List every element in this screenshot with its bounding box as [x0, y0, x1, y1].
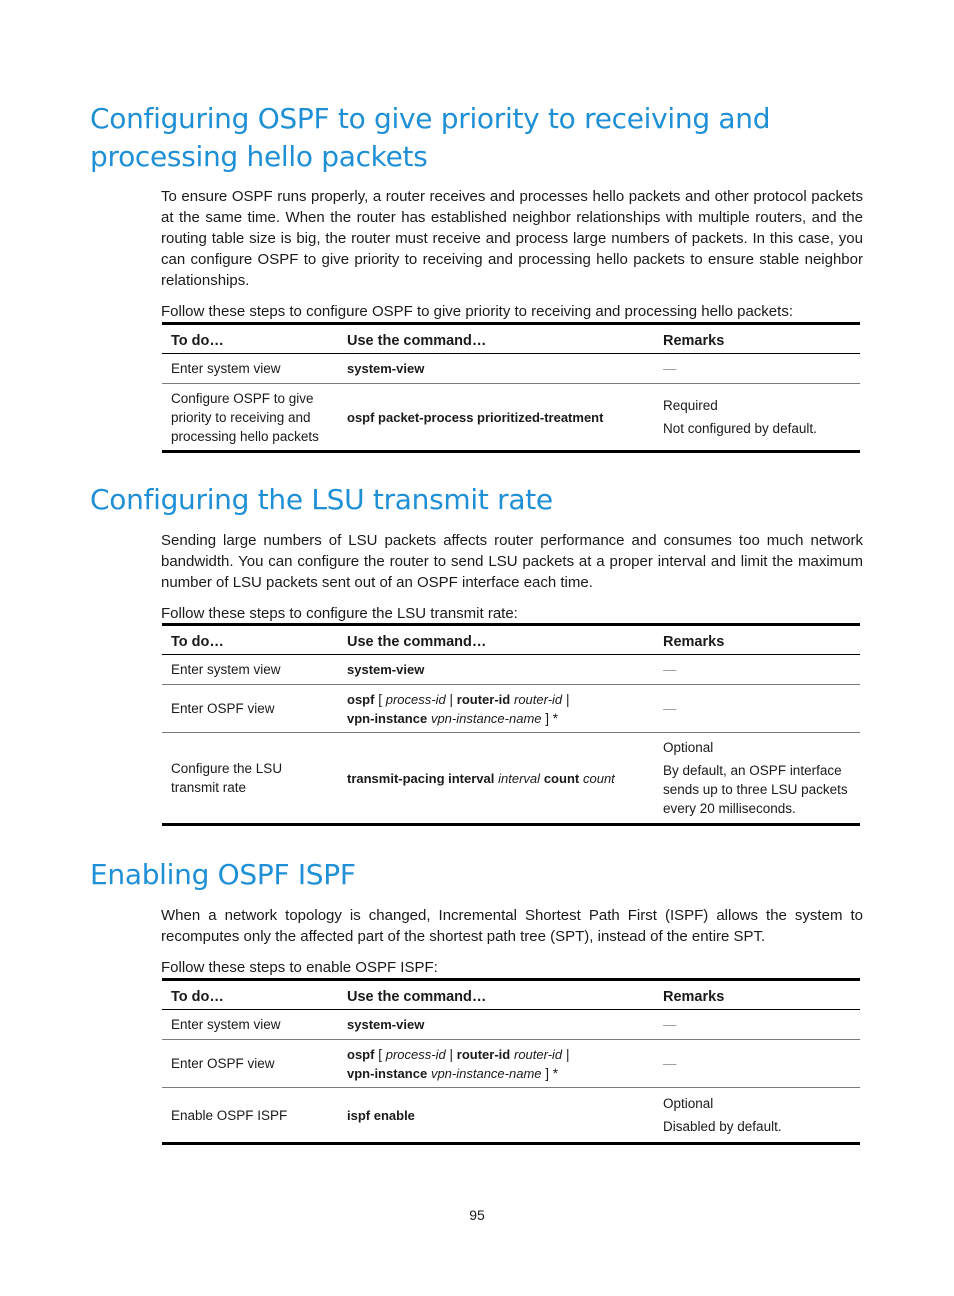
cmd-argument: process-id — [385, 691, 446, 707]
column-header-remarks: Remarks — [654, 980, 860, 1010]
todo-cell: Configure the LSU transmit rate — [162, 733, 338, 825]
section-body-hello-priority: To ensure OSPF runs properly, a router receives and processes hello packets and other protocol packets at the same time. When the router has established neighbor relationships with multiple routers, and the routing table size is big, the router must receive and process large numbers of packets. In this case, you can configure OSPF to give priority to receiving and processing hello packets to ensure stable neighbor relationships. — [161, 188, 863, 289]
remark-default: Disabled by default. — [663, 1119, 782, 1134]
remark-optional: Optional — [663, 1096, 714, 1111]
cmd-bracket: [ — [378, 691, 382, 707]
command-cell: system-view — [338, 1010, 654, 1040]
todo-cell: Enter system view — [162, 354, 338, 384]
steps-table-ispf — [162, 978, 860, 1145]
todo-cell: Configure OSPF to give priority to receiving and processing hello packets — [162, 384, 338, 452]
table-row — [162, 655, 860, 685]
section-body-ispf: When a network topology is changed, Incremental Shortest Path First (ISPF) allows the system to recomputes only the affected part of the shortest path tree (SPT), instead of the entire SPT. — [161, 907, 863, 945]
todo-cell: Enter OSPF view — [162, 685, 338, 733]
table-row — [162, 384, 860, 452]
remarks-cell: — — [654, 1010, 860, 1040]
todo-cell: Enter system view — [162, 655, 338, 685]
cmd-keyword: vpn-instance — [347, 710, 428, 726]
remarks-cell: — — [654, 685, 860, 733]
remarks-cell — [654, 384, 860, 452]
cmd-argument: interval — [498, 770, 541, 786]
steps-table-lsu-rate — [162, 623, 860, 826]
command-cell — [338, 733, 654, 825]
column-header-remarks: Remarks — [654, 625, 860, 655]
cmd-argument: vpn-instance-name — [430, 1065, 542, 1081]
remark-default: By default, an OSPF interface sends up to three LSU packets every 20 milliseconds. — [663, 763, 848, 816]
command-cell: system-view — [338, 354, 654, 384]
column-header-command: Use the command… — [338, 324, 654, 354]
cmd-argument: process-id — [385, 1046, 446, 1062]
remark-optional: Optional — [663, 740, 714, 755]
table-row — [162, 733, 860, 825]
steps-table-hello-priority — [162, 322, 860, 453]
cmd-keyword: vpn-instance — [347, 1065, 428, 1081]
cmd-bar: | — [449, 1046, 453, 1062]
column-header-todo: To do… — [162, 625, 338, 655]
cmd-keyword: router-id — [456, 691, 511, 707]
remarks-cell — [654, 733, 860, 825]
cmd-bracket: ] * — [545, 1065, 559, 1081]
command-cell: system-view — [338, 655, 654, 685]
steps-lead-ispf: Follow these steps to enable OSPF ISPF: — [161, 959, 438, 976]
cmd-bracket: [ — [378, 1046, 382, 1062]
remarks-cell: — — [654, 1040, 860, 1088]
steps-lead-lsu-rate: Follow these steps to configure the LSU transmit rate: — [161, 605, 518, 622]
cmd-argument: router-id — [513, 1046, 563, 1062]
table-row — [162, 1010, 860, 1040]
cmd-argument: vpn-instance-name — [430, 710, 542, 726]
remark-required: Required — [663, 398, 718, 413]
cmd-keyword: router-id — [456, 1046, 511, 1062]
column-header-remarks: Remarks — [654, 324, 860, 354]
command-cell — [338, 685, 654, 733]
remarks-cell: — — [654, 354, 860, 384]
column-header-command: Use the command… — [338, 625, 654, 655]
page-number: 95 — [469, 1207, 485, 1223]
todo-cell: Enable OSPF ISPF — [162, 1088, 338, 1144]
command-cell — [338, 1040, 654, 1088]
command-cell: ospf packet-process prioritized-treatment — [338, 384, 654, 452]
section-heading-hello-priority: Configuring OSPF to give priority to receiving and processing hello packets — [90, 102, 771, 173]
command-cell: ispf enable — [338, 1088, 654, 1144]
cmd-bar: | — [565, 691, 570, 707]
cmd-keyword: count — [543, 770, 580, 786]
remark-default: Not configured by default. — [663, 421, 817, 436]
remarks-cell: — — [654, 655, 860, 685]
cmd-bar: | — [449, 691, 453, 707]
cmd-bracket: ] * — [545, 710, 559, 726]
remarks-cell — [654, 1088, 860, 1144]
todo-cell: Enter system view — [162, 1010, 338, 1040]
table-row — [162, 1040, 860, 1088]
column-header-command: Use the command… — [338, 980, 654, 1010]
section-heading-lsu-rate: Configuring the LSU transmit rate — [90, 483, 553, 516]
column-header-todo: To do… — [162, 324, 338, 354]
steps-lead-hello-priority: Follow these steps to configure OSPF to give priority to receiving and processing hello packets: — [161, 303, 793, 320]
cmd-keyword: ospf — [347, 1046, 375, 1062]
cmd-keyword: transmit-pacing interval — [347, 770, 495, 786]
table-header-row — [162, 324, 860, 354]
cmd-keyword: ospf — [347, 691, 375, 707]
section-heading-ispf: Enabling OSPF ISPF — [90, 858, 356, 891]
table-header-row — [162, 980, 860, 1010]
table-row — [162, 354, 860, 384]
table-row — [162, 685, 860, 733]
table-header-row — [162, 625, 860, 655]
column-header-todo: To do… — [162, 980, 338, 1010]
todo-cell: Enter OSPF view — [162, 1040, 338, 1088]
section-body-lsu-rate: Sending large numbers of LSU packets affects router performance and consumes too much network bandwidth. You can configure the router to send LSU packets at a proper interval and limit the maximum number of LSU packets sent out of an OSPF interface each time. — [161, 532, 863, 591]
cmd-bar: | — [565, 1046, 570, 1062]
table-row — [162, 1088, 860, 1144]
cmd-argument: count — [582, 770, 615, 786]
cmd-argument: router-id — [513, 691, 563, 707]
